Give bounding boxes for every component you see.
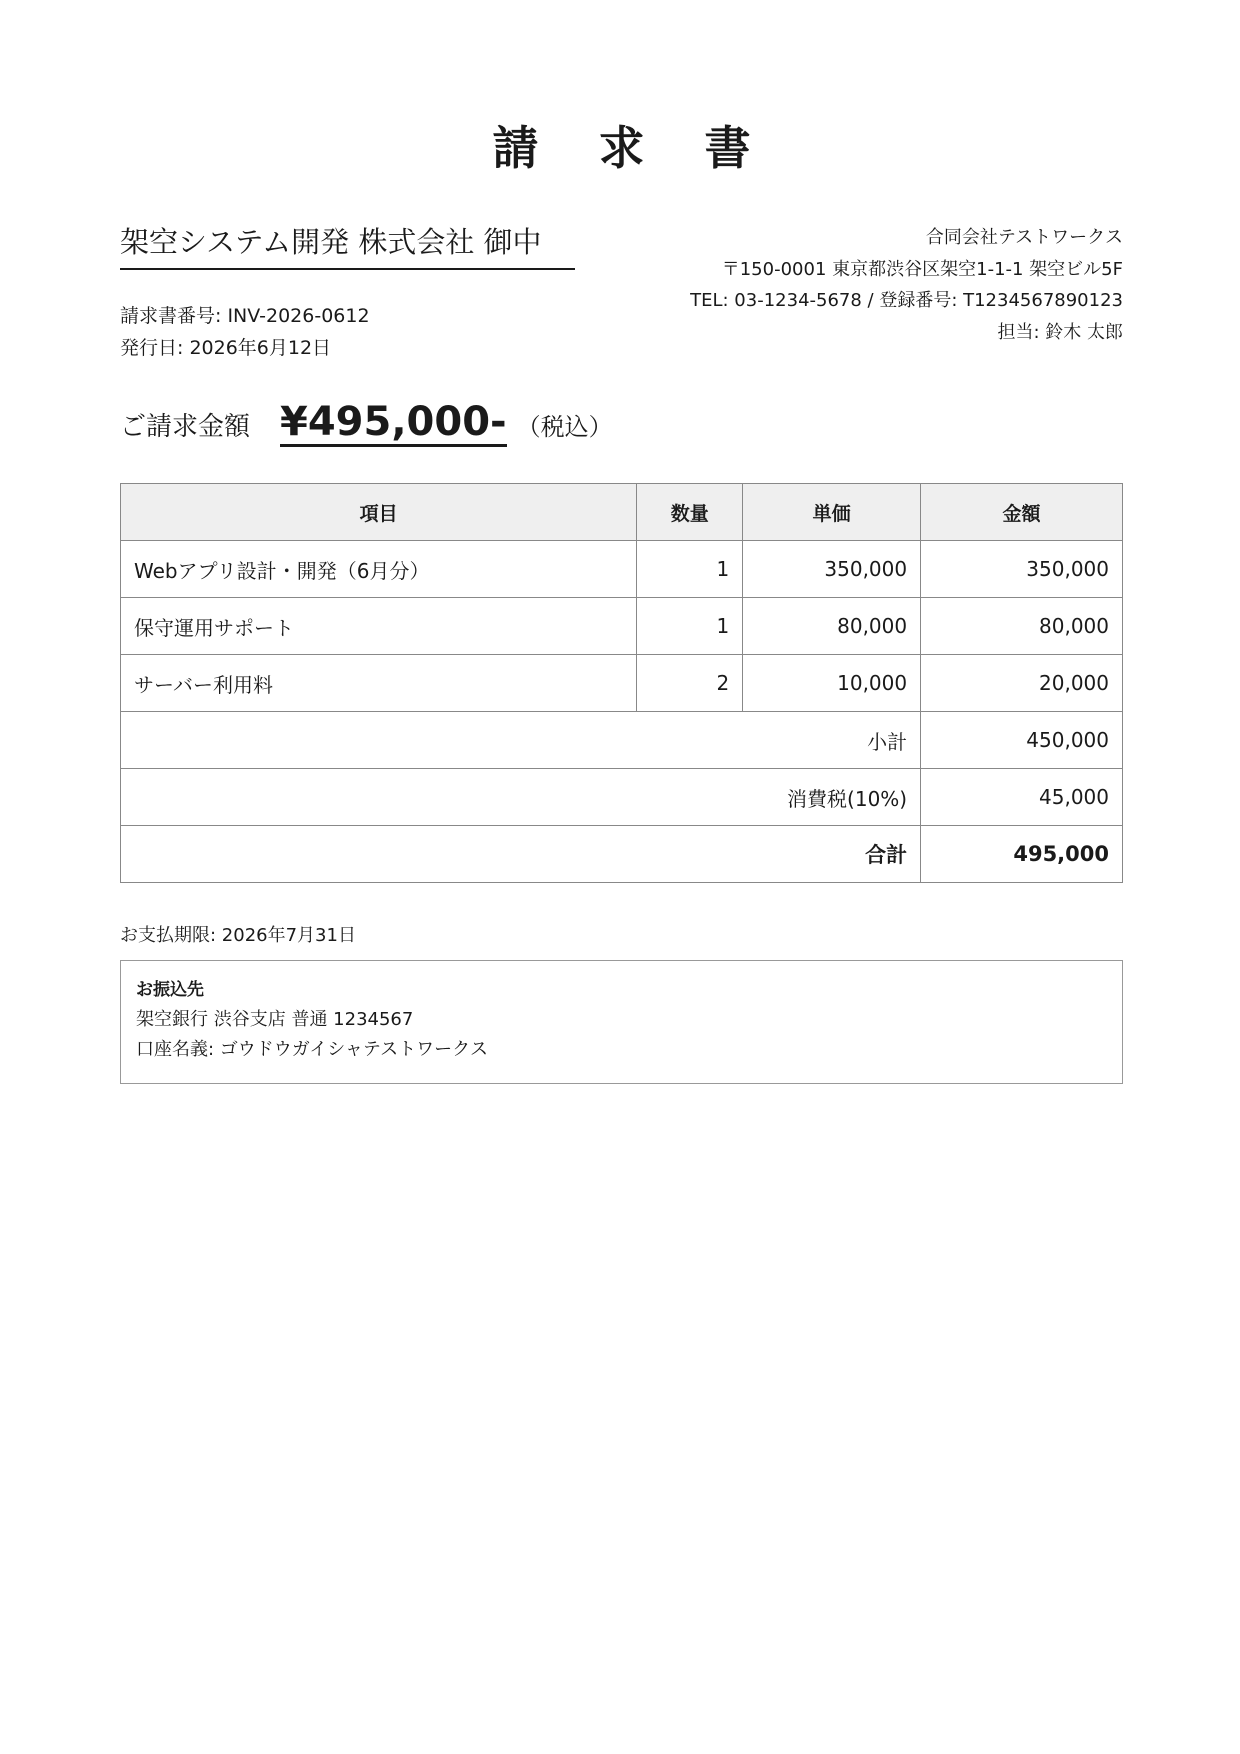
header-amount: 金額 (921, 484, 1123, 541)
issuer-company: 合同会社テストワークス (925, 227, 1123, 248)
item-unit-price: 10,000 (743, 655, 921, 712)
item-quantity: 2 (637, 655, 743, 712)
table-header-row (121, 484, 1123, 541)
issue-date: 発行日: 2026年6月12日 (120, 337, 332, 359)
header-quantity: 数量 (637, 484, 743, 541)
billing-total-suffix: （税込） (516, 413, 613, 441)
grand-total-label: 合計 (121, 826, 921, 883)
issuer-address: 〒150-0001 東京都渋谷区架空1-1-1 架空ビル5F (721, 258, 1123, 280)
header-item: 項目 (121, 484, 637, 541)
subtotal-value: 450,000 (921, 712, 1123, 769)
issuer-person: 担当: 鈴木 太郎 (997, 321, 1123, 343)
item-quantity: 1 (637, 598, 743, 655)
billing-total-banner (120, 400, 613, 450)
item-amount: 350,000 (921, 541, 1123, 598)
line-items-table (120, 483, 1123, 883)
item-name: Webアプリ設計・開発（6月分） (121, 541, 637, 598)
item-unit-price: 350,000 (743, 541, 921, 598)
invoice-meta (120, 300, 370, 364)
grand-total-value: 495,000 (921, 826, 1123, 883)
billing-total-label: ご請求金額 (120, 412, 251, 442)
tax-row (121, 769, 1123, 826)
item-unit-price: 80,000 (743, 598, 921, 655)
recipient-name: 架空システム開発 株式会社 御中 (120, 222, 575, 270)
billing-total-amount: ¥495,000- (280, 399, 507, 445)
invoice-number: 請求書番号: INV-2026-0612 (120, 305, 370, 327)
grand-total-row (121, 826, 1123, 883)
document-title: 請求書 (492, 121, 811, 175)
tax-label: 消費税(10%) (121, 769, 921, 826)
item-quantity: 1 (637, 541, 743, 598)
bank-transfer-box (120, 960, 1123, 1084)
tax-value: 45,000 (921, 769, 1123, 826)
subtotal-label: 小計 (121, 712, 921, 769)
table-row (121, 598, 1123, 655)
bank-title: お振込先 (136, 980, 204, 1000)
bank-account: 架空銀行 渋谷支店 普通 1234567 (136, 1009, 414, 1030)
issuer-contact: TEL: 03-1234-5678 / 登録番号: T1234567890123 (690, 290, 1123, 311)
table-row (121, 541, 1123, 598)
item-amount: 20,000 (921, 655, 1123, 712)
payment-due-date: お支払期限: 2026年7月31日 (120, 925, 356, 946)
item-amount: 80,000 (921, 598, 1123, 655)
issuer-info (690, 222, 1123, 348)
invoice-page (120, 0, 1123, 1754)
header-unit-price: 単価 (743, 484, 921, 541)
subtotal-row (121, 712, 1123, 769)
item-name: 保守運用サポート (121, 598, 637, 655)
table-row (121, 655, 1123, 712)
bank-account-holder: 口座名義: ゴウドウガイシャテストワークス (136, 1039, 488, 1060)
item-name: サーバー利用料 (121, 655, 637, 712)
